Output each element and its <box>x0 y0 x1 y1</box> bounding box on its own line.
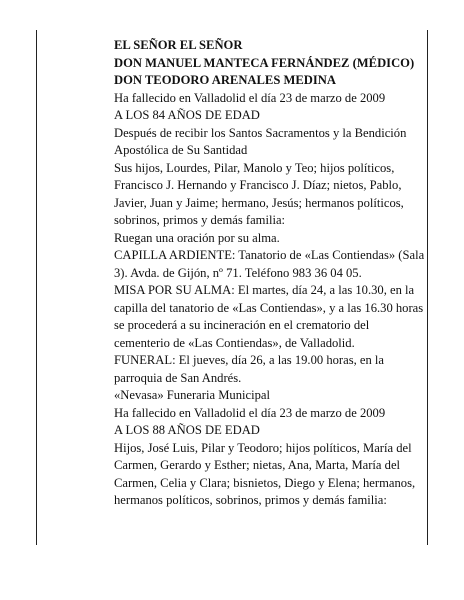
header-line-1: EL SEÑOR EL SEÑOR <box>114 38 243 52</box>
family-list-2: Hijos, José Luis, Pilar y Teodoro; hijos políticos, María del Carmen, Gerardo y Esther; nietas, Ana, Marta, María del Carmen, Celia y Clara; bisnietos, Diego y Elena; hermanos, hermanos políticos, sobrinos, primos y demás familia: <box>114 440 416 507</box>
funeral-home: «Nevasa» Funeraria Municipal <box>114 388 270 402</box>
sacraments-note: Después de recibir los Santos Sacramentos y la Bendición Apostólica de Su Santidad <box>114 125 407 157</box>
death-notice-2: Ha fallecido en Valladolid el día 23 de marzo de 2009 <box>114 405 386 420</box>
right-border-rule <box>427 30 428 545</box>
death-notice-1: Ha fallecido en Valladolid el día 23 de marzo de 2009 <box>114 90 386 105</box>
age-1: A LOS 84 AÑOS DE EDAD <box>114 108 260 122</box>
prayer-request: Ruegan una oración por su alma. <box>114 230 280 245</box>
mass-info: MISA POR SU ALMA: El martes, día 24, a las 10.30, en la capilla del tanatorio de «Las Contiendas», y a las 16.30 horas se procederá a su incineración en el crematorio del cementerio de «Las Contiendas», de Valladolid. <box>114 283 424 350</box>
obituary-column <box>114 37 426 510</box>
age-2: A LOS 88 AÑOS DE EDAD <box>114 423 260 437</box>
chapel-info: CAPILLA ARDIENTE: Tanatorio de «Las Contiendas» (Sala 3). Avda. de Gijón, nº 71. Teléfono 983 36 04 05. <box>114 248 425 280</box>
left-border-rule <box>36 30 37 545</box>
header-line-2: DON MANUEL MANTECA FERNÁNDEZ (MÉDICO) DON TEODORO ARENALES MEDINA <box>114 55 415 87</box>
family-list-1: Sus hijos, Lourdes, Pilar, Manolo y Teo; hijos políticos, Francisco J. Hernando y Francisco J. Díaz; nietos, Pablo, Javier, Juan y Jaime; hermano, Jesús; hermanos políticos, sobrinos, primos y demás familia: <box>114 160 404 227</box>
funeral-info: FUNERAL: El jueves, día 26, a las 19.00 horas, en la parroquia de San Andrés. <box>114 353 385 385</box>
